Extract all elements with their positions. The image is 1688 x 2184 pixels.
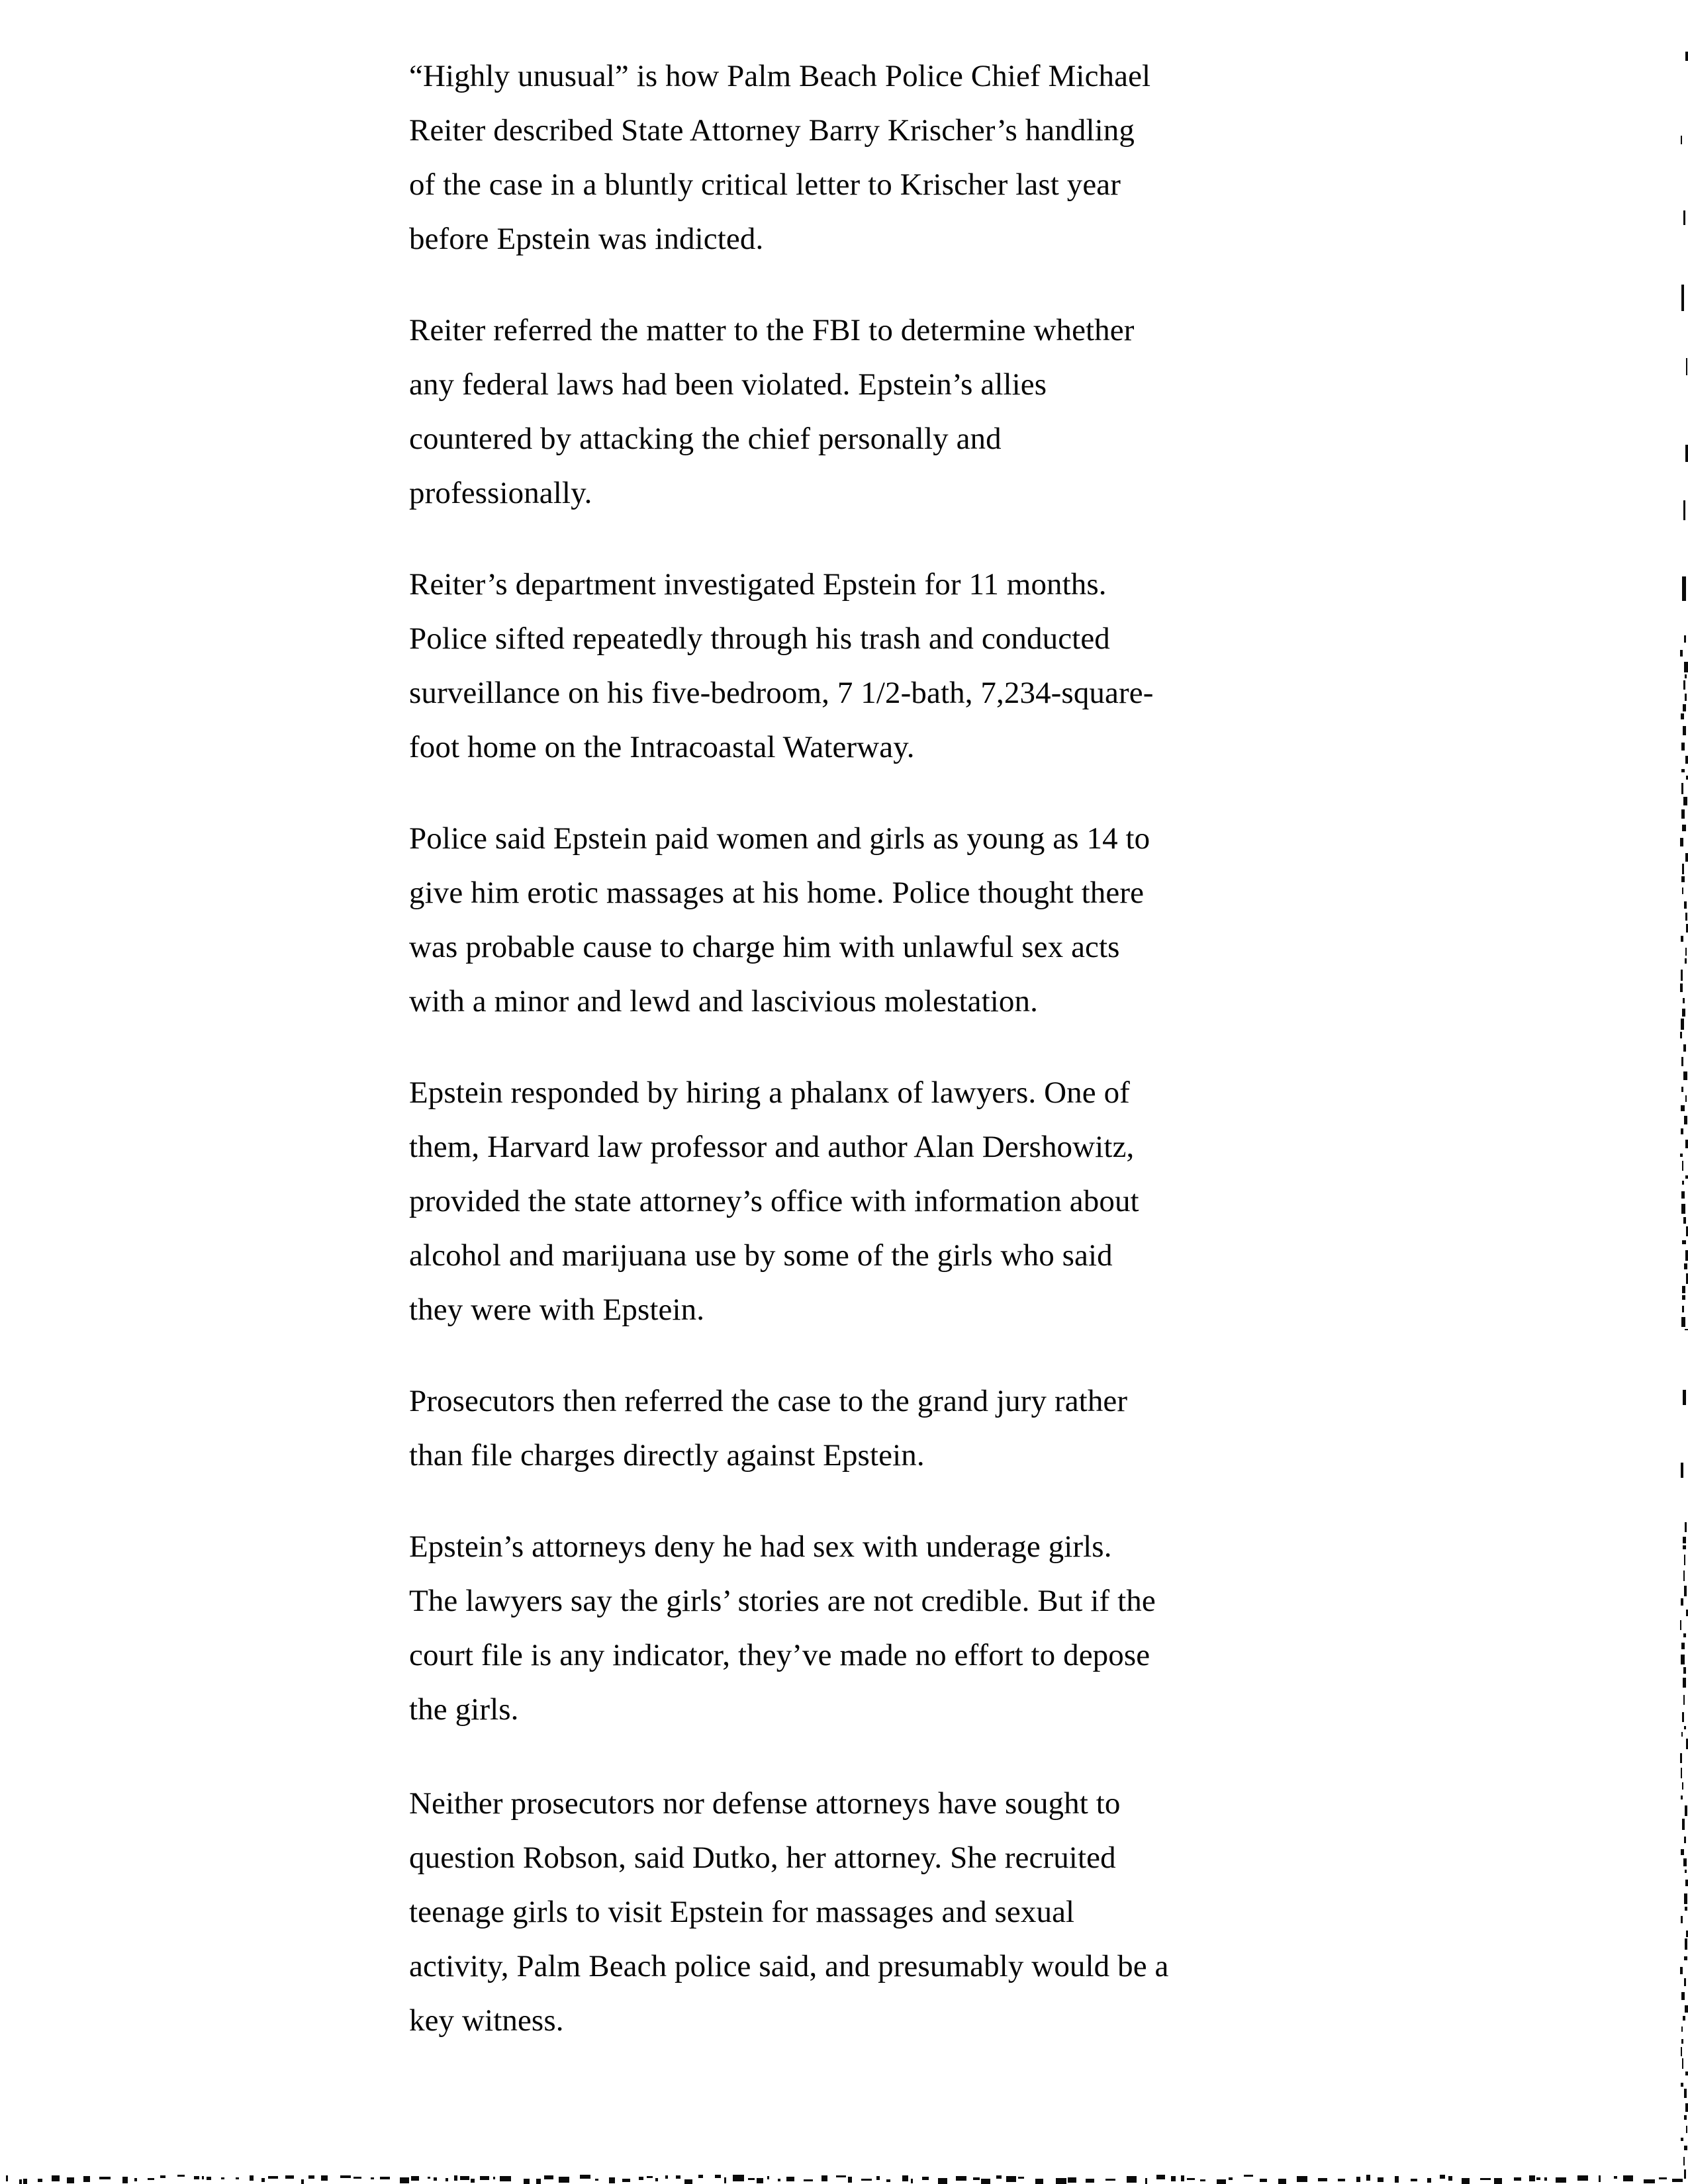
scan-speck xyxy=(1623,2175,1633,2181)
scan-speck xyxy=(1685,2005,1688,2013)
scan-speck xyxy=(1480,2178,1491,2180)
scan-speck xyxy=(1683,1858,1687,1866)
scan-speck xyxy=(1105,2179,1115,2181)
scan-speck xyxy=(1682,1286,1685,1293)
scan-speck xyxy=(1682,1819,1685,1830)
scan-speck xyxy=(1686,358,1687,375)
scan-speck xyxy=(1681,1643,1685,1649)
scan-speck xyxy=(1536,2177,1540,2180)
scan-speck xyxy=(1681,1655,1685,1664)
scan-speck xyxy=(1683,1545,1686,1549)
scan-speck xyxy=(1684,2146,1687,2150)
text-line: any federal laws had been violated. Epstein’s allies xyxy=(409,367,1047,402)
scan-speck xyxy=(996,2175,1002,2179)
scan-speck xyxy=(207,2177,211,2180)
scan-speck xyxy=(715,2175,721,2178)
scan-speck xyxy=(1682,1306,1684,1312)
scan-speck xyxy=(1683,1633,1686,1637)
scan-speck xyxy=(1681,743,1685,751)
scan-speck xyxy=(1682,1161,1683,1171)
scan-speck xyxy=(1683,1667,1686,1674)
scan-speck xyxy=(1681,769,1685,772)
scan-speck xyxy=(1318,2178,1327,2181)
scan-speck xyxy=(1681,970,1683,981)
text-line: Reiter referred the matter to the FBI to determine whether xyxy=(409,313,1135,347)
scan-speck xyxy=(524,2179,530,2184)
scan-speck xyxy=(1068,2177,1076,2183)
scan-speck xyxy=(122,2177,128,2183)
scan-speck xyxy=(1006,2176,1016,2182)
scan-speck xyxy=(639,2177,643,2180)
scan-speck xyxy=(861,2179,872,2181)
scan-speck xyxy=(956,2176,966,2181)
scan-speck xyxy=(1181,2175,1184,2181)
scan-speck xyxy=(1685,1522,1687,1532)
scan-speck xyxy=(544,2175,553,2179)
scan-speck xyxy=(1681,1768,1682,1778)
scan-speck xyxy=(1681,1191,1685,1199)
scan-speck xyxy=(1685,1095,1687,1102)
scan-speck xyxy=(1440,2175,1445,2179)
scan-speck xyxy=(1685,52,1688,61)
paragraph xyxy=(409,557,1276,774)
scan-speck xyxy=(1659,2177,1667,2179)
text-line: Epstein responded by hiring a phalanx of lawyers. One of xyxy=(409,1075,1130,1110)
scan-speck xyxy=(1599,2175,1601,2182)
text-line: activity, Palm Beach police said, and presumably would be a xyxy=(409,1949,1169,1983)
scan-speck xyxy=(1684,662,1688,672)
scan-speck xyxy=(595,2179,598,2181)
scan-speck xyxy=(1577,2175,1588,2181)
scan-speck xyxy=(353,2177,361,2179)
scan-speck xyxy=(1681,1317,1685,1327)
text-line: surveillance on his five-bedroom, 7 1/2-bath, 7,234-square- xyxy=(409,676,1154,710)
scan-speck xyxy=(1680,1753,1682,1763)
scan-speck xyxy=(1684,1978,1686,1986)
scan-speck xyxy=(19,2179,22,2184)
scan-speck xyxy=(67,2177,74,2183)
scan-speck xyxy=(1086,2179,1094,2183)
scan-speck xyxy=(321,2175,328,2181)
scan-speck xyxy=(202,2176,204,2179)
scan-speck xyxy=(1681,809,1685,819)
text-line: before Epstein was indicted. xyxy=(409,222,764,256)
scan-speck xyxy=(1683,2157,1685,2165)
scan-speck xyxy=(1683,726,1686,735)
paragraph xyxy=(409,811,1276,1028)
scan-speck xyxy=(1681,285,1684,311)
scan-speck xyxy=(1685,1140,1688,1148)
text-line: the girls. xyxy=(409,1692,519,1727)
scan-speck xyxy=(1411,2179,1417,2181)
scan-speck xyxy=(1684,1893,1687,1904)
scan-speck xyxy=(1684,901,1687,909)
paragraph xyxy=(409,303,1276,520)
scan-speck xyxy=(622,2179,630,2182)
scan-speck xyxy=(1684,1586,1687,1596)
text-line: was probable cause to charge him with unlawful sex acts xyxy=(409,930,1120,964)
scan-speck xyxy=(445,2178,448,2181)
scan-speck xyxy=(1685,1870,1687,1873)
scan-speck xyxy=(1683,2016,1685,2021)
paragraph xyxy=(409,1374,1276,1482)
scan-speck xyxy=(1684,2169,1686,2179)
paragraph xyxy=(409,1776,1276,2048)
scan-speck xyxy=(1682,825,1686,831)
scan-speck xyxy=(1681,936,1683,942)
scan-speck xyxy=(1056,2178,1066,2184)
scan-speck xyxy=(1685,674,1687,678)
scan-speck xyxy=(836,2175,846,2177)
scan-speck xyxy=(1681,1019,1684,1030)
scan-speck xyxy=(1672,2179,1683,2182)
text-line: The lawyers say the girls’ stories are not credible. But if the xyxy=(409,1584,1156,1618)
scan-speck xyxy=(308,2175,314,2179)
scan-speck xyxy=(1297,2176,1307,2182)
scan-speck xyxy=(1681,713,1684,719)
scan-speck xyxy=(454,2175,457,2181)
paragraph xyxy=(409,49,1276,266)
scan-speck xyxy=(1683,1217,1686,1224)
scan-speck xyxy=(38,2179,42,2182)
scan-speck xyxy=(380,2177,390,2179)
scan-speck xyxy=(1680,1620,1681,1630)
scan-speck xyxy=(1187,2178,1195,2180)
text-line: court file is any indicator, they’ve made no effort to depose xyxy=(409,1638,1150,1672)
scan-speck xyxy=(1644,2179,1655,2183)
scan-speck xyxy=(1681,1992,1685,2000)
scan-speck xyxy=(1614,2176,1617,2179)
scan-speck xyxy=(1681,1105,1685,1111)
scan-speck xyxy=(1684,1555,1685,1565)
scan-speck xyxy=(1681,2026,1683,2032)
text-line: professionally. xyxy=(409,476,592,510)
scan-speck xyxy=(1378,2177,1383,2182)
scan-speck xyxy=(1685,1907,1687,1911)
scan-speck xyxy=(1683,1044,1686,1052)
scan-speck xyxy=(1684,2089,1687,2098)
scan-speck xyxy=(1684,1837,1686,1843)
scan-speck xyxy=(1683,1537,1686,1543)
scan-speck xyxy=(1684,1956,1687,1960)
scan-speck xyxy=(1684,2115,1687,2120)
scan-speck xyxy=(1682,1009,1685,1017)
scan-speck xyxy=(1681,1057,1683,1066)
scan-speck xyxy=(1681,1204,1685,1214)
scan-speck xyxy=(268,2176,278,2179)
scan-speck xyxy=(148,2178,154,2180)
scan-speck xyxy=(99,2177,111,2179)
scan-speck xyxy=(1682,1782,1683,1790)
scan-speck xyxy=(698,2175,703,2178)
scan-speck xyxy=(922,2177,929,2180)
scan-speck xyxy=(301,2179,304,2184)
scan-speck xyxy=(250,2175,254,2181)
scan-speck xyxy=(160,2175,165,2178)
scan-speck xyxy=(1685,445,1688,462)
scan-speck xyxy=(194,2176,199,2179)
scan-speck xyxy=(676,2175,680,2179)
scan-speck xyxy=(748,2178,755,2180)
text-line: provided the state attorney’s office with information about xyxy=(409,1184,1139,1218)
scan-speck xyxy=(1685,948,1687,956)
scan-speck xyxy=(1682,887,1683,894)
scan-speck xyxy=(1681,876,1685,882)
scan-speck xyxy=(1683,1390,1686,1405)
text-line: Reiter described State Attorney Barry Krischer’s handling xyxy=(409,113,1135,148)
scan-speck xyxy=(684,2179,692,2184)
scan-speck xyxy=(536,2179,541,2184)
scan-speck xyxy=(778,2179,780,2181)
scan-speck xyxy=(1685,694,1687,701)
scan-speck xyxy=(1683,500,1685,520)
scan-speck xyxy=(52,2175,60,2181)
scan-speck xyxy=(1685,913,1687,921)
scan-speck xyxy=(428,2177,430,2179)
scan-speck xyxy=(1684,1263,1687,1269)
scan-speck xyxy=(1229,2177,1233,2180)
paragraph xyxy=(409,1520,1276,1737)
scan-speck xyxy=(6,2175,8,2181)
text-line: than file charges directly against Epstein. xyxy=(409,1438,925,1473)
scan-speck xyxy=(1681,783,1683,794)
text-line: “Highly unusual” is how Palm Beach Police Chief Michael xyxy=(409,59,1151,93)
scan-speck xyxy=(23,2179,27,2184)
scan-speck xyxy=(580,2175,590,2179)
scan-speck xyxy=(647,2176,653,2178)
scan-speck xyxy=(1448,2176,1452,2181)
text-line: Epstein’s attorneys deny he had sex with underage girls. xyxy=(409,1529,1112,1564)
text-line: key witness. xyxy=(409,2003,564,2038)
scan-speck xyxy=(340,2175,351,2178)
scan-speck xyxy=(1684,1726,1686,1729)
text-line: foot home on the Intracoastal Waterway. xyxy=(409,730,915,764)
scan-speck xyxy=(1356,2177,1360,2182)
scan-speck xyxy=(1681,1087,1683,1092)
scan-speck xyxy=(1685,1329,1688,1330)
scan-speck xyxy=(1684,1116,1687,1124)
text-line: Neither prosecutors nor defense attorneys have sought to xyxy=(409,1786,1121,1821)
scan-speck xyxy=(1683,998,1685,1003)
scan-speck xyxy=(1683,704,1686,711)
scan-speck xyxy=(285,2175,294,2179)
scan-speck xyxy=(1685,1880,1688,1886)
scan-speck xyxy=(1682,2058,1683,2069)
scan-speck xyxy=(609,2177,615,2183)
scan-speck xyxy=(1682,1295,1685,1300)
scan-speck xyxy=(500,2176,511,2181)
scan-speck xyxy=(1278,2179,1286,2184)
text-line: with a minor and lewd and lascivious molestation. xyxy=(409,984,1038,1019)
scan-speck xyxy=(804,2179,813,2181)
scan-speck xyxy=(1685,2071,1688,2075)
scan-speck xyxy=(559,2177,569,2183)
scan-speck xyxy=(1680,838,1683,846)
scan-speck xyxy=(261,2178,265,2182)
scan-speck xyxy=(1680,1154,1683,1157)
scan-speck xyxy=(83,2176,90,2182)
scan-speck xyxy=(1681,2138,1683,2141)
scan-speck xyxy=(665,2175,668,2179)
scan-speck xyxy=(1462,2178,1470,2184)
scan-speck xyxy=(1681,2083,1683,2087)
scan-speck xyxy=(724,2177,726,2183)
text-line: question Robson, said Dutko, her attorney. She recruited xyxy=(409,1841,1116,1875)
scan-speck xyxy=(1681,2047,1682,2056)
scan-speck xyxy=(1544,2177,1547,2181)
text-line: them, Harvard law professor and author Alan Dershowitz, xyxy=(409,1130,1135,1164)
scan-speck xyxy=(767,2176,769,2179)
scan-speck xyxy=(981,2179,990,2184)
scan-speck xyxy=(1682,1240,1686,1244)
scan-speck xyxy=(1366,2175,1370,2181)
scan-speck xyxy=(886,2179,890,2182)
scan-speck xyxy=(400,2177,409,2183)
scan-speck xyxy=(1260,2179,1267,2182)
text-line: teenage girls to visit Epstein for massages and sexual xyxy=(409,1895,1075,1929)
scan-speck xyxy=(821,2175,827,2181)
scan-speck xyxy=(1683,1071,1687,1080)
scan-speck xyxy=(1156,2175,1165,2179)
scan-speck xyxy=(1682,864,1684,874)
scan-speck xyxy=(1681,2039,1683,2044)
scan-speck xyxy=(1035,2179,1043,2184)
scan-speck xyxy=(1681,1796,1683,1799)
scan-speck xyxy=(1680,983,1683,992)
scan-speck xyxy=(1217,2179,1226,2184)
scan-speck xyxy=(1681,1916,1683,1923)
text-line: countered by attacking the chief personally and xyxy=(409,422,1002,456)
scan-speck xyxy=(134,2178,137,2181)
scan-speck xyxy=(786,2177,794,2181)
scan-speck xyxy=(221,2177,224,2179)
article-body xyxy=(409,49,1276,2085)
scan-speck xyxy=(1681,1463,1683,1478)
scan-speck xyxy=(1686,2126,1687,2133)
text-line: they were with Epstein. xyxy=(409,1293,705,1327)
text-line: Reiter’s department investigated Epstein for 11 months. xyxy=(409,567,1107,602)
scan-speck xyxy=(1685,1938,1687,1950)
scan-speck xyxy=(1683,680,1685,690)
scan-speck xyxy=(1681,1128,1683,1134)
scan-speck xyxy=(1200,2179,1205,2181)
scan-speck xyxy=(911,2179,913,2183)
scan-speck xyxy=(655,2178,658,2181)
scan-speck xyxy=(1683,210,1685,225)
scan-speck xyxy=(1684,635,1686,643)
scan-speck xyxy=(1681,136,1682,144)
scan-speck xyxy=(177,2175,185,2177)
scan-speck xyxy=(973,2177,980,2180)
scan-speck xyxy=(876,2176,880,2180)
scan-speck xyxy=(1685,1175,1688,1179)
scan-speck xyxy=(1171,2176,1176,2181)
scan-speck xyxy=(1685,756,1688,764)
scan-speck xyxy=(1514,2177,1521,2181)
scan-speck xyxy=(1018,2177,1024,2179)
scan-speck xyxy=(1681,1598,1683,1606)
scan-speck xyxy=(480,2176,489,2180)
scan-speck xyxy=(1682,576,1686,601)
scan-speck xyxy=(460,2176,469,2180)
text-line: give him erotic massages at his home. Police thought there xyxy=(409,876,1145,910)
scan-speck xyxy=(1680,650,1683,657)
text-line: Police said Epstein paid women and girls as young as 14 to xyxy=(409,821,1150,856)
scan-speck xyxy=(1427,2178,1431,2183)
scan-speck xyxy=(1494,2178,1502,2184)
scan-speck xyxy=(236,2177,239,2179)
scan-speck xyxy=(1683,1570,1685,1581)
scan-speck xyxy=(493,2177,495,2179)
scan-speck xyxy=(1681,1732,1683,1737)
scan-speck xyxy=(938,2178,947,2184)
scan-speck xyxy=(1685,1250,1688,1261)
text-line: Police sifted repeatedly through his trash and conducted xyxy=(409,621,1110,656)
scan-speck xyxy=(733,2175,744,2181)
scan-speck xyxy=(471,2179,475,2183)
scan-speck xyxy=(1395,2176,1399,2183)
scan-speck xyxy=(1680,1032,1682,1038)
scan-speck xyxy=(1683,797,1687,805)
scan-speck xyxy=(434,2177,437,2181)
scan-speck xyxy=(757,2178,763,2183)
scan-speck xyxy=(1682,1181,1684,1185)
text-line: Prosecutors then referred the case to the grand jury rather xyxy=(409,1384,1128,1418)
scan-speck xyxy=(1685,1805,1687,1816)
scan-speck xyxy=(1338,2179,1345,2181)
scan-speck xyxy=(371,2177,374,2179)
scan-speck xyxy=(1683,1695,1685,1705)
scan-speck xyxy=(1685,853,1688,862)
scan-speck xyxy=(1244,2175,1253,2177)
text-line: of the case in a bluntly critical letter to Krischer last year xyxy=(409,167,1121,202)
scan-speck xyxy=(1683,1678,1686,1688)
scan-speck xyxy=(1556,2177,1566,2183)
scan-speck xyxy=(1685,958,1687,964)
scan-speck xyxy=(848,2177,852,2183)
scan-speck xyxy=(1529,2175,1535,2181)
scan-speck xyxy=(1127,2176,1137,2183)
scan-speck xyxy=(1145,2178,1147,2184)
paragraph xyxy=(409,1066,1276,1337)
text-line: alcohol and marijuana use by some of the girls who said xyxy=(409,1238,1113,1273)
scan-speck xyxy=(1685,2103,1688,2112)
scan-speck xyxy=(1682,1712,1684,1722)
scan-speck xyxy=(902,2175,908,2181)
scan-speck xyxy=(1681,1849,1684,1855)
scan-speck xyxy=(1680,1967,1683,1974)
scan-speck xyxy=(411,2176,419,2181)
